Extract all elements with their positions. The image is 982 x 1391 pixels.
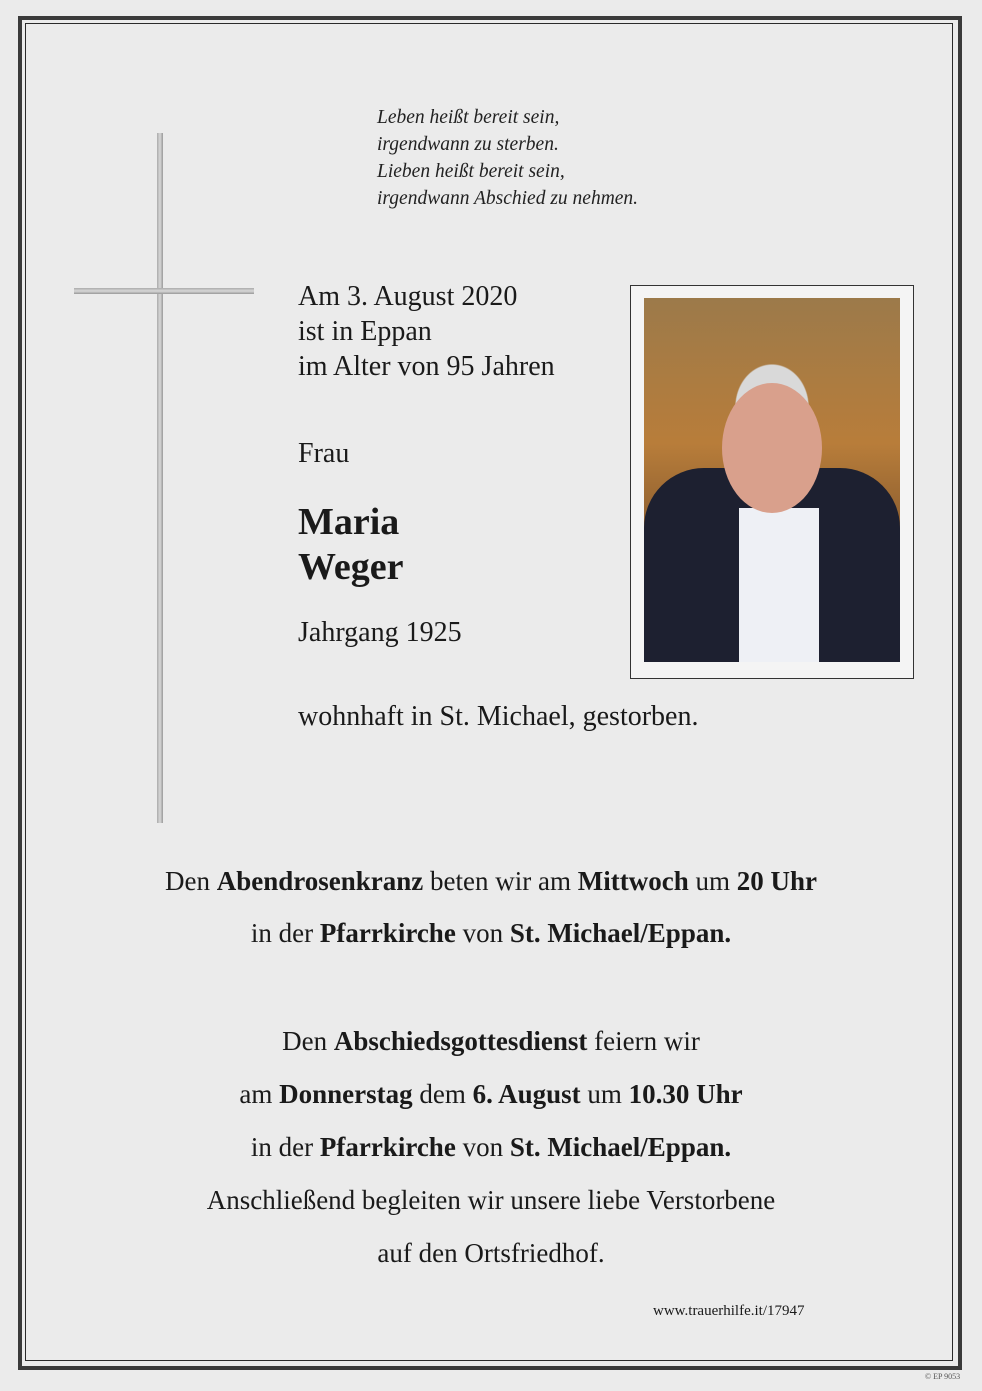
text: in der [250, 1132, 320, 1162]
text-bold: Donnerstag [279, 1079, 413, 1109]
intro-line: im Alter von 95 Jahren [298, 351, 555, 382]
text: in der [250, 918, 320, 948]
text-bold: Pfarrkirche [319, 1132, 456, 1162]
text-bold: 20 Uhr [736, 866, 817, 896]
text: Den [165, 866, 217, 896]
text-bold: St. Michael/Eppan. [509, 918, 732, 948]
text: von [455, 918, 510, 948]
text: um [688, 866, 737, 896]
birth-year: Jahrgang 1925 [298, 617, 462, 648]
quote-line: irgendwann zu sterben. [377, 134, 559, 155]
text-bold: St. Michael/Eppan. [509, 1132, 732, 1162]
rosary-line-1 [0, 864, 982, 898]
salutation: Frau [298, 438, 350, 469]
text-bold: Mittwoch [577, 866, 689, 896]
funeral-line-3 [0, 1130, 982, 1164]
first-name: Maria [298, 501, 400, 543]
text: am [239, 1079, 280, 1109]
intro-line: ist in Eppan [298, 316, 432, 347]
portrait-photo [644, 298, 900, 662]
text-bold: 6. August [472, 1079, 581, 1109]
funeral-line-4: Anschließend begleiten wir unsere liebe Verstorbene [206, 1185, 776, 1215]
text: von [455, 1132, 510, 1162]
cross-icon [157, 133, 163, 823]
intro-line: Am 3. August 2020 [298, 281, 518, 312]
text: um [580, 1079, 629, 1109]
text: feiern wir [587, 1026, 700, 1056]
funeral-line-5: auf den Ortsfriedhof. [377, 1238, 605, 1268]
text: beten wir am [423, 866, 578, 896]
text-bold: 10.30 Uhr [628, 1079, 743, 1109]
text: dem [412, 1079, 473, 1109]
cross-icon-bar [74, 288, 254, 294]
deceased-name [298, 500, 404, 590]
quote-line: irgendwann Abschied zu nehmen. [377, 188, 639, 209]
text: Den [282, 1026, 334, 1056]
last-name: Weger [298, 546, 404, 588]
text-bold: Abschiedsgottesdienst [333, 1026, 588, 1056]
copyright: © EP 9053 [925, 1372, 961, 1381]
residence: wohnhaft in St. Michael, gestorben. [298, 701, 699, 732]
text-bold: Pfarrkirche [319, 918, 456, 948]
rosary-line-2 [0, 916, 982, 950]
text-bold: Abendrosenkranz [216, 866, 424, 896]
website-link[interactable]: www.trauerhilfe.it/17947 [653, 1303, 805, 1319]
quote-line: Leben heißt bereit sein, [377, 107, 560, 128]
quote [377, 104, 638, 212]
quote-line: Lieben heißt bereit sein, [377, 161, 565, 182]
funeral-line-2 [0, 1077, 982, 1111]
funeral-line-1 [0, 1024, 982, 1058]
